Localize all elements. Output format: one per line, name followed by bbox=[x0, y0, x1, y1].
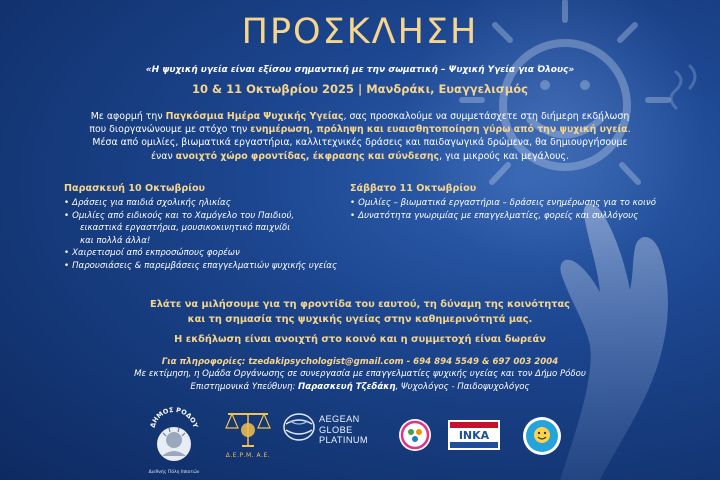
svg-text:INKA: INKA bbox=[458, 429, 490, 442]
intro-text: που διοργανώνουμε με στόχο την bbox=[89, 124, 251, 136]
association-logo bbox=[398, 418, 432, 452]
dimos-rodou-logo bbox=[146, 402, 202, 478]
list-item: • Ομιλίες από ειδικούς και το Χαμόγελο του Παιδιού, bbox=[64, 210, 295, 221]
contact-line bbox=[0, 356, 720, 368]
dimos-caption: Διεθνής Πόλη Ιπποτών bbox=[148, 470, 200, 475]
svg-text:ΔΗΜΟΣ ΡΟΔΟΥ: ΔΗΜΟΣ ΡΟΔΟΥ bbox=[148, 405, 200, 429]
intro-text: , σας προσκαλούμε να συμμετάσχετε στη διήμερη εκδήλωση bbox=[343, 111, 630, 122]
list-item-continuation: εικαστικά εργαστήρια, μουσικοκινητικό παιχνίδι bbox=[80, 223, 291, 234]
smile-of-the-child-logo bbox=[522, 416, 562, 456]
derm-logo bbox=[222, 408, 274, 452]
list-item: • Ομιλίες – βιωματικά εργαστήρια – δράσεις ενημέρωσης για το κοινό bbox=[350, 198, 656, 208]
closing-line: Ελάτε να μιλήσουμε για τη φροντίδα του εαυτού, τη δύναμη της κοινότητας bbox=[150, 299, 570, 310]
bullet-icon: • bbox=[64, 210, 70, 221]
bullet-icon: • bbox=[350, 210, 356, 221]
inka-logo bbox=[448, 420, 500, 450]
saturday-list bbox=[350, 197, 656, 222]
intro-text: έναν bbox=[150, 150, 176, 162]
derm-name: Δ.Ε.Ρ.Μ. Α.Ε. bbox=[225, 452, 271, 459]
friday-heading: Παρασκευή 10 Οκτωβρίου bbox=[64, 183, 206, 194]
responsible-name: Παρασκευή Τζεδάκη bbox=[298, 381, 396, 392]
intro-paragraph bbox=[0, 110, 720, 163]
closing-line: και τη σημασία της ψυχικής υγείας στην καθημερινότητά μας. bbox=[187, 313, 533, 325]
contact-label: Για πληροφορίες: bbox=[161, 357, 246, 367]
list-item: • Χαιρετισμοί από εκπροσώπους φορέων bbox=[64, 248, 240, 259]
list-item: • Δυνατότητα γνωριμίας με επαγγελματίες, φορείς και συλλόγους bbox=[350, 210, 639, 221]
bullet-icon: • bbox=[64, 260, 70, 271]
intro-line bbox=[0, 123, 720, 136]
bullet-icon: • bbox=[350, 198, 356, 208]
intro-line: Μέσα από ομιλίες, βιωματικά εργαστήρια, καλλιτεχνικές δράσεις και παιδαγωγικά δρώμενα, θα δημιουργήσουμε bbox=[92, 137, 628, 149]
list-item: • Παρουσιάσεις & παρεμβάσεις επαγγελματιών ψυχικής υγείας bbox=[64, 260, 338, 271]
responsible-line: Επιστημονικά Υπεύθυνη: Παρασκευή Τζεδάκη, Ψυχολόγος - Παιδοψυχολόγος bbox=[190, 381, 530, 392]
aegean-globe-logo bbox=[282, 412, 316, 442]
intro-line bbox=[0, 150, 720, 163]
bullet-icon: • bbox=[64, 198, 70, 208]
intro-highlight: Παγκόσμια Ημέρα Ψυχικής Υγείας bbox=[165, 111, 344, 122]
closing-message bbox=[0, 298, 720, 348]
contact-info bbox=[0, 356, 720, 393]
contact-details: tzedakipsychologist@gmail.com - 694 894 5549 & 697 003 2004 bbox=[245, 357, 559, 367]
free-entry-note: Η εκδήλωση είναι ανοιχτή στο κοινό και η συμμετοχή είναι δωρεάν bbox=[174, 334, 546, 345]
intro-text: Με αφορμή την bbox=[90, 111, 166, 122]
aegean-globe-text: AEGEAN GLOBE PLATINUM bbox=[319, 414, 368, 445]
event-date-location: 10 & 11 Οκτωβρίου 2025 | Μανδράκι, Ευαγγελισμός bbox=[192, 82, 528, 96]
list-item-continuation: και πολλά άλλα! bbox=[80, 235, 151, 246]
intro-highlight: ενημέρωση, πρόληψη και ευαισθητοποίηση γύρω από την ψυχική υγεία bbox=[250, 124, 628, 136]
support-line: Με εκτίμηση, η Ομάδα Οργάνωσης σε συνεργασία με επαγγελματίες ψυχικής υγείας και τον Δήμο Ρόδου bbox=[134, 369, 586, 380]
intro-text: , για μικρούς και μεγάλους. bbox=[439, 150, 570, 162]
bullet-icon: • bbox=[64, 248, 70, 259]
saturday-heading: Σάββατο 11 Οκτωβρίου bbox=[350, 183, 477, 194]
intro-highlight: ανοιχτό χώρο φροντίδας, έκφρασης και σύνδεσης bbox=[175, 150, 440, 162]
friday-list bbox=[64, 197, 337, 273]
intro-line bbox=[0, 110, 720, 123]
event-quote: «Η ψυχική υγεία είναι εξίσου σημαντική με την σωματική – Ψυχική Υγεία για Όλους» bbox=[145, 65, 575, 75]
page-title: ΠΡΟΣΚΛΗΣΗ bbox=[241, 12, 479, 52]
list-item: • Δράσεις για παιδιά σχολικής ηλικίας bbox=[64, 198, 231, 208]
intro-text: . bbox=[627, 124, 631, 136]
